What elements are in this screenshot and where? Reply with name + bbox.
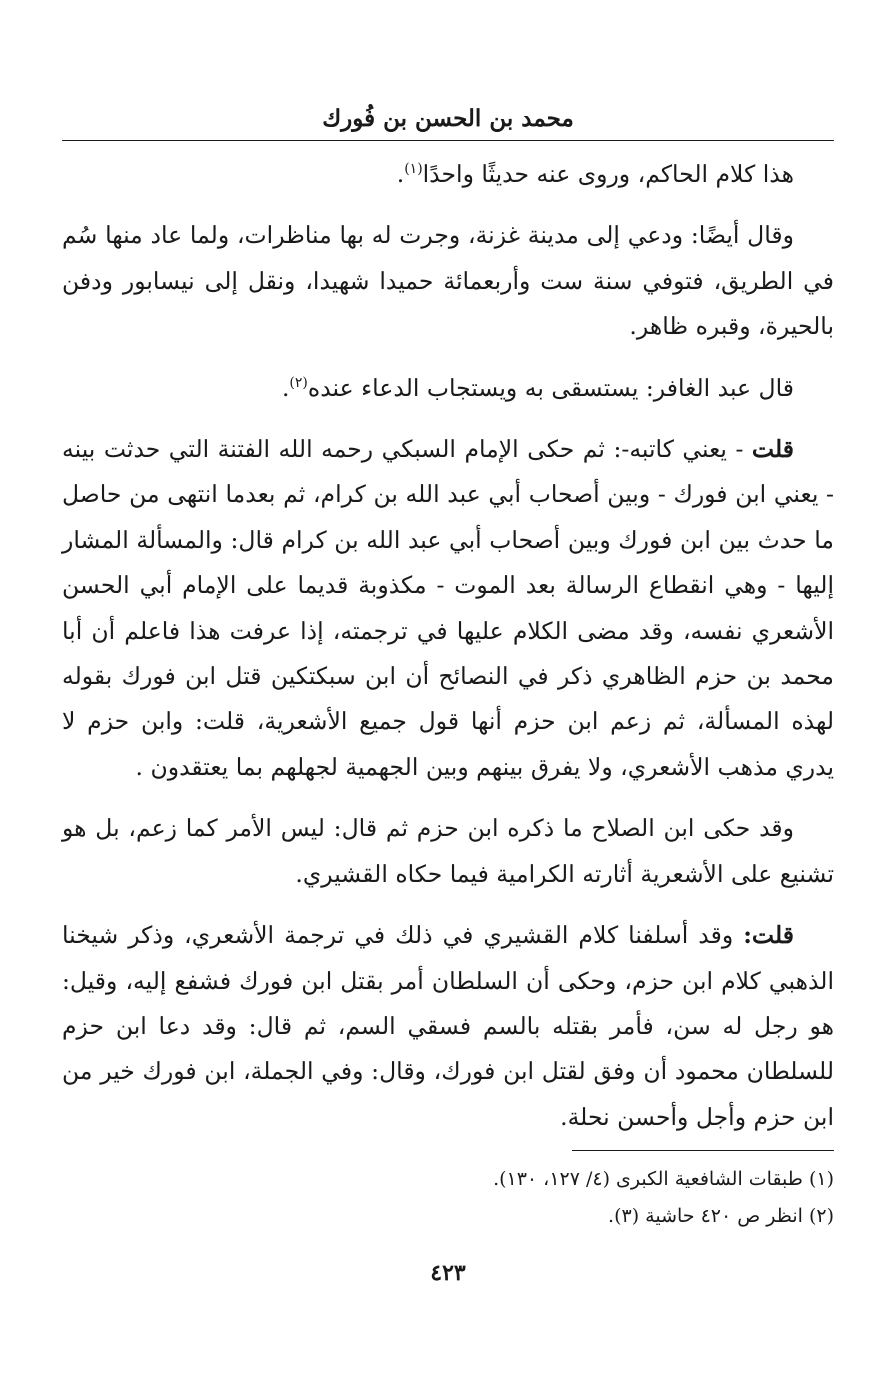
footnotes <box>62 1161 834 1235</box>
paragraph-4 <box>62 427 834 790</box>
paragraph-1-tail: . <box>396 160 405 188</box>
paragraph-6 <box>62 913 834 1140</box>
paragraph-1 <box>62 152 834 197</box>
main-text <box>62 152 834 1156</box>
running-title: محمد بن الحسن بن فُورك <box>322 105 574 132</box>
paragraph-6-text: وقد أسلفنا كلام القشيري في ذلك في ترجمة الأشعري، وذكر شيخنا الذهبي كلام ابن حزم، وحكى أن السلطان أمر بقتل ابن فورك فشفع إليه، وقيل: هو رجل له سن، فأمر بقتله بالسم فسقي السم، ثم قال: وقد دعا ابن حزم للسلطان محمود أن وفق لقتل ابن فورك، وقال: وفي الجملة، ابن فورك خير من ابن حزم وأجل وأحسن نحلة. <box>62 921 834 1131</box>
paragraph-5-text: وقد حكى ابن الصلاح ما ذكره ابن حزم ثم قال: ليس الأمر كما زعم، بل هو تشنيع على الأشعرية أثارته الكرامية فيما حكاه القشيري. <box>62 814 834 888</box>
paragraph-2-text: وقال أيضًا: ودعي إلى مدينة غزنة، وجرت له بها مناظرات، ولما عاد منها سُم في الطريق، فتوفي سنة ست وأربعمائة حميدا شهيدا، ونقل إلى نيسابور ودفن بالحيرة، وقبره ظاهر. <box>62 221 834 341</box>
paragraph-4-text: - يعني كاتبه-: ثم حكى الإمام السبكي رحمه الله الفتنة التي حدثت بينه - يعني ابن فورك - وبين أصحاب أبي عبد الله بن كرام، ثم بعدما انتهى من حاصل ما حدث بين ابن فورك وبين أصحاب أبي عبد الله بن كرام قال: والمسألة المشار إليها - وهي انقطاع الرسالة بعد الموت - مكذوبة قديما على الإمام أبي الحسن الأشعري نفسه، وقد مضى الكلام عليها في ترجمته، إذا عرفت هذا فاعلم أن أبا محمد بن حزم الظاهري ذكر في النصائح أن ابن سبكتكين قتل ابن فورك بقوله لهذه المسألة، ثم زعم ابن حزم أنها قول جميع الأشعرية، قلت: وابن حزم لا يدري مذهب الأشعري، ولا يفرق بينهم وبين الجهمية لجهلهم بما يعتقدون . <box>62 435 834 781</box>
paragraph-4-lead: قلت <box>751 435 794 464</box>
paragraph-3-text: قال عبد الغافر: يستسقى به ويستجاب الدعاء عنده <box>307 373 794 402</box>
footnote-1: (١) طبقات الشافعية الكبرى (٤/ ١٢٧، ١٣٠). <box>493 1168 834 1190</box>
paragraph-3-tail: . <box>281 373 290 402</box>
paragraph-6-lead: قلت: <box>743 921 794 950</box>
footnote-ref-1[interactable]: (١) <box>404 161 423 178</box>
paragraph-3 <box>62 366 834 411</box>
book-page <box>62 60 834 1340</box>
footnote-ref-2[interactable]: (٢) <box>289 374 308 391</box>
footnote-rule <box>572 1150 834 1151</box>
footnote-2: (٢) انظر ص ٤٢٠ حاشية (٣). <box>608 1205 834 1227</box>
page-number: ٤٢٣ <box>430 1260 466 1286</box>
header-rule <box>62 140 834 141</box>
paragraph-1-text: هذا كلام الحاكم، وروى عنه حديثًا واحدًا <box>422 160 794 188</box>
paragraph-5 <box>62 806 834 897</box>
paragraph-2 <box>62 213 834 349</box>
